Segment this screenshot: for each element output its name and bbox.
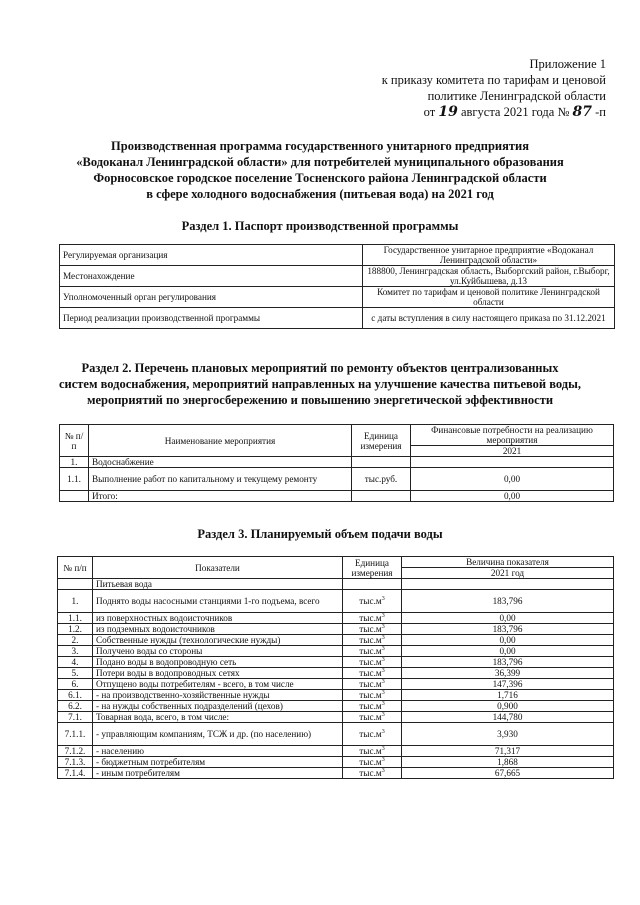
row-unit [343, 657, 402, 668]
unit-text: тыс.м [359, 613, 382, 623]
row-value [402, 579, 614, 590]
row-unit [343, 746, 402, 757]
col-header-name: Показатели [93, 557, 343, 579]
unit-exponent: 3 [381, 728, 385, 735]
row-num: 4. [58, 657, 93, 668]
unit-exponent: 3 [381, 595, 385, 602]
row-unit [343, 690, 402, 701]
passport-value: 188800, Ленинградская область, Выборгский район, г.Выборг, ул.Куйбышева, д.13 [363, 266, 615, 287]
unit-text: тыс.м [359, 729, 382, 739]
table-row [58, 657, 614, 668]
annex-date-prefix: от [423, 105, 436, 119]
unit-exponent: 3 [381, 612, 385, 619]
table-row [60, 245, 615, 266]
col-header-value: Величина показателя [402, 557, 614, 568]
unit-exponent: 3 [381, 700, 385, 707]
row-unit [343, 701, 402, 712]
row-value: 0,00 [402, 613, 614, 624]
row-value: 36,399 [402, 668, 614, 679]
passport-label: Период реализации производственной программы [60, 308, 363, 329]
row-num: 2. [58, 635, 93, 646]
row-unit [343, 635, 402, 646]
row-num: 7.1.3. [58, 757, 93, 768]
row-num: 1.1. [60, 468, 89, 491]
row-name: из поверхностных водоисточников [93, 613, 343, 624]
table-row [58, 746, 614, 757]
row-num: 6.2. [58, 701, 93, 712]
annex-date-suffix: -п [595, 105, 606, 119]
row-unit [343, 646, 402, 657]
row-value [411, 457, 614, 468]
row-unit [343, 768, 402, 779]
table-row [58, 668, 614, 679]
row-name: Получено воды со стороны [93, 646, 343, 657]
col-header-unit: Единица измерения [352, 425, 411, 457]
col-header-finance: Финансовые потребности на реализацию мероприятия [411, 425, 614, 446]
unit-text: тыс.м [359, 646, 382, 656]
water-supply-rows [58, 590, 614, 779]
row-name: из подземных водоисточников [93, 624, 343, 635]
title-line-2: «Водоканал Ленинградской области» для потребителей муниципального образования [76, 155, 564, 169]
row-name: - управляющим компаниям, ТСЖ и др. (по населению) [93, 723, 343, 746]
section2-heading-line-1: Раздел 2. Перечень плановых мероприятий по ремонту объектов централизованных [81, 361, 559, 375]
title-line-3: Форносовское городское поселение Тосненского района Ленинградской области [93, 171, 547, 185]
title-line-1: Производственная программа государственного унитарного предприятия [111, 139, 529, 153]
section3-heading: Раздел 3. Планируемый объем подачи воды [197, 527, 443, 541]
unit-text: тыс.м [359, 690, 382, 700]
row-name: Собственные нужды (технологические нужды) [93, 635, 343, 646]
annex-day-handwritten: 19 [438, 104, 458, 120]
col-header-unit: Единица измерения [343, 557, 402, 579]
passport-value: Комитет по тарифам и ценовой политике Ленинградской области [363, 287, 615, 308]
row-num: 1. [60, 457, 89, 468]
row-name: Подано воды в водопроводную сеть [93, 657, 343, 668]
row-value: 0,00 [402, 646, 614, 657]
total-value: 0,00 [411, 491, 614, 502]
annex-date-middle: августа 2021 года № [460, 105, 570, 119]
table-row [58, 679, 614, 690]
row-unit [343, 668, 402, 679]
row-name: Товарная вода, всего, в том числе: [93, 712, 343, 723]
unit-text: тыс.м [359, 768, 382, 778]
row-unit [343, 723, 402, 746]
row-num: 7.1.4. [58, 768, 93, 779]
row-value: 1,868 [402, 757, 614, 768]
row-num: 3. [58, 646, 93, 657]
row-num: 7.1.1. [58, 723, 93, 746]
unit-text: тыс.м [359, 668, 382, 678]
row-name: Отпущено воды потребителям - всего, в том числе [93, 679, 343, 690]
row-num: 6.1. [58, 690, 93, 701]
table-row [58, 646, 614, 657]
row-value: 71,317 [402, 746, 614, 757]
row-unit [352, 491, 411, 502]
unit-exponent: 3 [381, 645, 385, 652]
section2-heading [0, 360, 640, 408]
row-unit [343, 579, 402, 590]
annex-line-3: политике Ленинградской области [427, 89, 606, 103]
measures-table [59, 424, 614, 502]
unit-exponent: 3 [381, 767, 385, 774]
row-num: 6. [58, 679, 93, 690]
unit-exponent: 3 [381, 623, 385, 630]
row-value: 144,780 [402, 712, 614, 723]
row-name: Потери воды в водопроводных сетях [93, 668, 343, 679]
table-row [60, 308, 615, 329]
table-header-row [58, 557, 614, 568]
table-row [58, 723, 614, 746]
row-num: 1.2. [58, 624, 93, 635]
row-value: 67,665 [402, 768, 614, 779]
group-label: Питьевая вода [93, 579, 343, 590]
col-header-num: № п/п [58, 557, 93, 579]
passport-label: Уполномоченный орган регулирования [60, 287, 363, 308]
table-row [58, 768, 614, 779]
table-row [58, 690, 614, 701]
unit-text: тыс.м [359, 624, 382, 634]
row-value: 147,396 [402, 679, 614, 690]
passport-value: с даты вступления в силу настоящего приказа по 31.12.2021 [363, 308, 615, 329]
passport-value: Государственное унитарное предприятие «Водоканал Ленинградской области» [363, 245, 615, 266]
row-num: 5. [58, 668, 93, 679]
passport-table [59, 244, 615, 329]
unit-exponent: 3 [381, 678, 385, 685]
document-title [0, 138, 640, 202]
table-total-row [60, 491, 614, 502]
row-value: 183,796 [402, 590, 614, 613]
table-row [58, 635, 614, 646]
row-num [60, 491, 89, 502]
row-name: Водоснабжение [89, 457, 352, 468]
unit-text: тыс.м [359, 712, 382, 722]
unit-text: тыс.м [359, 746, 382, 756]
row-name: - иным потребителям [93, 768, 343, 779]
col-header-name: Наименование мероприятия [89, 425, 352, 457]
unit-exponent: 3 [381, 656, 385, 663]
unit-exponent: 3 [381, 634, 385, 641]
unit-text: тыс.м [359, 657, 382, 667]
table-row [58, 624, 614, 635]
row-value: 0,00 [402, 635, 614, 646]
unit-text: тыс.м [359, 596, 382, 606]
row-num: 1.1. [58, 613, 93, 624]
row-value: 183,796 [402, 624, 614, 635]
annex-date-line [382, 104, 606, 120]
table-row [60, 468, 614, 491]
col-header-year: 2021 год [402, 568, 614, 579]
annex-line-2: к приказу комитета по тарифам и ценовой [381, 73, 606, 87]
row-value: 0,00 [411, 468, 614, 491]
table-row [58, 757, 614, 768]
unit-text: тыс.м [359, 757, 382, 767]
table-header-row [60, 425, 614, 446]
row-value: 3,930 [402, 723, 614, 746]
annex-number-handwritten: 87 [572, 104, 593, 120]
passport-label: Местонахождение [60, 266, 363, 287]
table-row [58, 701, 614, 712]
row-name: Поднято воды насосными станциями 1-го подъема, всего [93, 590, 343, 613]
row-unit [343, 712, 402, 723]
unit-text: тыс.м [359, 679, 382, 689]
table-row [60, 266, 615, 287]
row-unit [343, 679, 402, 690]
row-num: 7.1. [58, 712, 93, 723]
total-label: Итого: [89, 491, 352, 502]
col-header-num: № п/п [60, 425, 89, 457]
row-unit [343, 613, 402, 624]
row-unit [343, 624, 402, 635]
row-num [58, 579, 93, 590]
table-row [60, 457, 614, 468]
row-name: Выполнение работ по капитальному и текущему ремонту [89, 468, 352, 491]
row-value: 0,900 [402, 701, 614, 712]
section2-heading-line-3: мероприятий по энергосбережению и повышению энергетической эффективности [86, 393, 554, 407]
unit-exponent: 3 [381, 745, 385, 752]
col-header-year: 2021 [411, 446, 614, 457]
row-name: - населению [93, 746, 343, 757]
section1-heading: Раздел 1. Паспорт производственной программы [181, 219, 459, 233]
annex-line-1: Приложение 1 [529, 57, 606, 71]
row-unit [352, 457, 411, 468]
row-num: 1. [58, 590, 93, 613]
unit-text: тыс.м [359, 635, 382, 645]
annex-header [382, 56, 606, 120]
passport-label: Регулируемая организация [60, 245, 363, 266]
row-unit: тыс.руб. [352, 468, 411, 491]
table-row [60, 287, 615, 308]
table-row [58, 613, 614, 624]
row-unit [343, 757, 402, 768]
row-name: - на производственно-хозяйственные нужды [93, 690, 343, 701]
unit-exponent: 3 [381, 756, 385, 763]
row-num: 7.1.2. [58, 746, 93, 757]
water-supply-table [57, 556, 614, 779]
row-name: - на нужды собственных подразделений (цехов) [93, 701, 343, 712]
table-row [58, 712, 614, 723]
title-line-4: в сфере холодного водоснабжения (питьевая вода) на 2021 год [146, 187, 494, 201]
row-value: 183,796 [402, 657, 614, 668]
row-value: 1,716 [402, 690, 614, 701]
unit-exponent: 3 [381, 689, 385, 696]
section2-heading-line-2: систем водоснабжения, мероприятий направленных на улучшение качества питьевой воды, [58, 377, 582, 391]
unit-exponent: 3 [381, 711, 385, 718]
table-group-row [58, 579, 614, 590]
unit-text: тыс.м [359, 701, 382, 711]
row-name: - бюджетным потребителям [93, 757, 343, 768]
unit-exponent: 3 [381, 667, 385, 674]
row-unit [343, 590, 402, 613]
table-row [58, 590, 614, 613]
